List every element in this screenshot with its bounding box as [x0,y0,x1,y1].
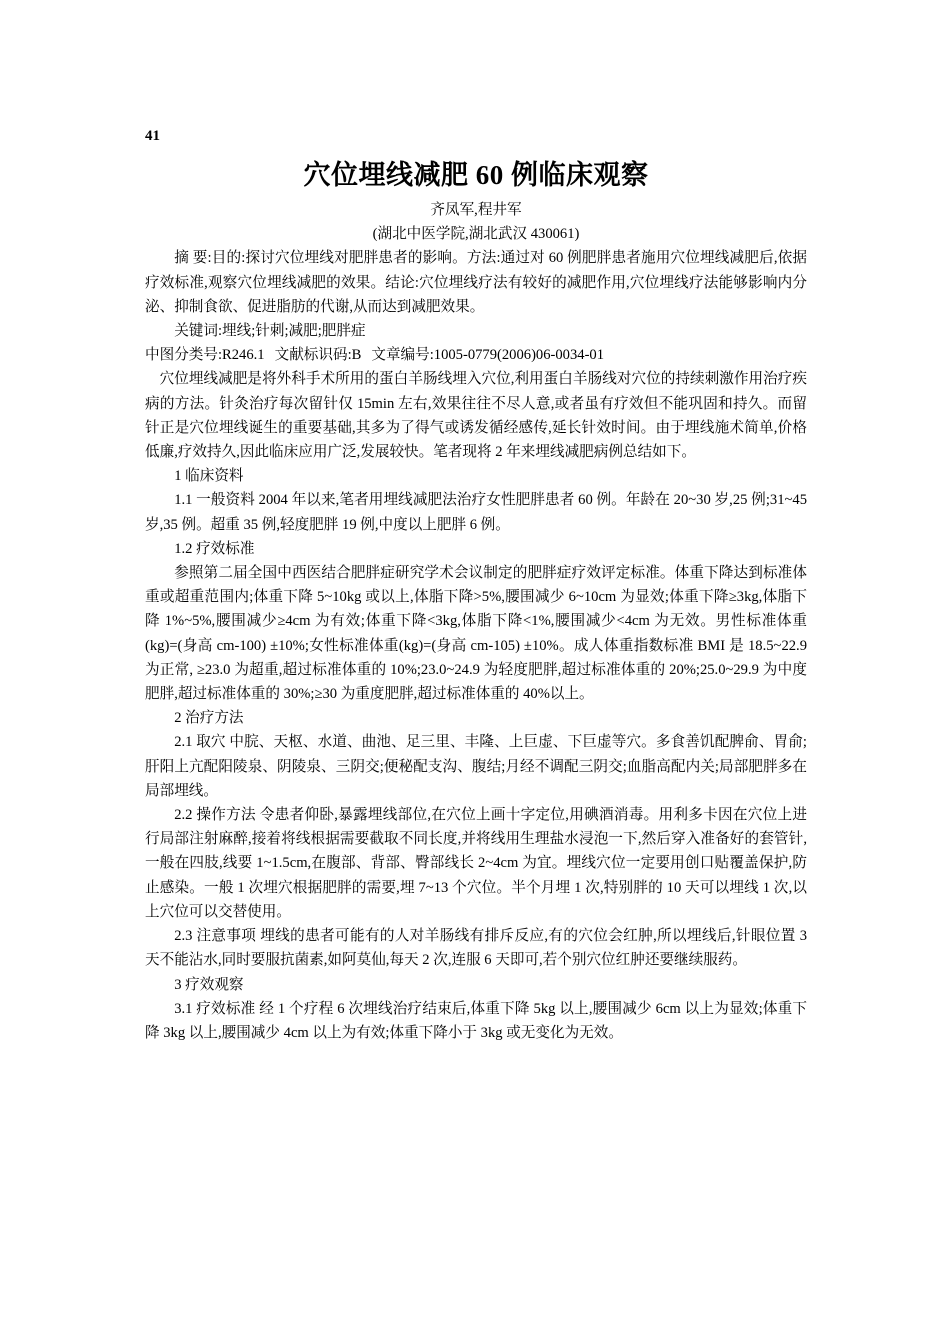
article-authors: 齐凤军,程井军 [430,202,522,218]
section-heading: 3 疗效观察 [174,976,244,993]
page-number: 41 [145,128,160,144]
keywords [145,319,807,343]
abstract [145,246,807,319]
keywords-label: 关键词: [174,323,223,340]
section-heading: 1.2 疗效标准 [174,540,255,557]
section-paragraph: 2.3 注意事项 埋线的患者可能有的人对羊肠线有排斥反应,有的穴位会红肿,所以埋线后,针眼位置 3 天不能沾水,同时要服抗菌素,如阿莫仙,每天 2 次,连服 6 天即可,若个别穴位红肿还要继续服药。 [145,928,807,969]
abstract-label: 摘 要: [174,250,212,267]
section-paragraph: 2.2 操作方法 令患者仰卧,暴露埋线部位,在穴位上画十字定位,用碘酒消毒。用利多卡因在穴位上进行局部注射麻醉,接着将线根据需要截取不同长度,并将线用生理盐水浸泡一下,然后穿入准备好的套管针,一般在四肢,线要 1~1.5cm,在腹部、背部、臀部线长 2~4cm 为宜。埋线穴位一定要用创口贴覆盖保护,防止感染。一般 1 次埋穴根据肥胖的需要,埋 7~13 个穴位。半个月埋 1 次,特别胖的 10 天可以埋线 1 次,以上穴位可以交替使用。 [145,807,807,920]
section-paragraph: 2.1 取穴 中脘、天枢、水道、曲池、足三里、丰隆、上巨虚、下巨虚等穴。多食善饥配脾俞、胃俞;肝阳上亢配阳陵泉、阴陵泉、三阴交;便秘配支沟、腹结;月经不调配三阴交;血脂高配内关;局部肥胖多在局部埋线。 [145,734,807,799]
document-code: 文献标识码:B [274,347,362,364]
section-paragraph: 参照第二届全国中西医结合肥胖症研究学术会议制定的肥胖症疗效评定标准。体重下降达到标准体重或超重范围内;体重下降 5~10kg 或以上,体脂下降>5%,腰围减少 6~10cm 为显效;体重下降≥3kg,体脂下降 1%~5%,腰围减少≥4cm 为有效;体重下降<3kg,体脂下降<1%,腰围减少<4cm 为无效。男性标准体重(kg)=(身高 cm-100) ±10%;女性标准体重(kg)=(身高 cm-105) ±10%。成人体重指数标准 BMI 是 18.5~22.9 为正常, ≥23.0 为超重,超过标准体重的 10%;23.0~24.9 为轻度肥胖,超过标准体重的 20%;25.0~29.9 为中度肥胖,超过标准体重的 30%;≥30 为重度肥胖,超过标准体重的 40%以上。 [145,565,807,703]
abstract-text: 目的:探讨穴位埋线对肥胖患者的影响。方法:通过对 60 例肥胖患者施用穴位埋线减肥后,依据疗效标准,观察穴位埋线减肥的效果。结论:穴位埋线疗法有较好的减肥作用,穴位埋线疗法能够影响内分泌、抑制食欲、促进脂肪的代谢,从而达到减肥效果。 [145,250,807,315]
keywords-text: 埋线;针刺;减肥;肥胖症 [222,323,366,340]
article-body [145,158,807,1045]
section-heading: 1 临床资料 [174,468,244,485]
clc-number: 中图分类号:R246.1 [145,347,265,364]
section-paragraph: 1.1 一般资料 2004 年以来,笔者用埋线减肥法治疗女性肥胖患者 60 例。年龄在 20~30 岁,25 例;31~45 岁,35 例。超重 35 例,轻度肥胖 19 例,中度以上肥胖 6 例。 [145,492,807,533]
article-affiliation: (湖北中医学院,湖北武汉 430061) [372,226,580,243]
article-title: 穴位埋线减肥 60 例临床观察 [303,160,649,190]
section-heading: 2 治疗方法 [174,710,244,727]
intro-paragraph: 穴位埋线减肥是将外科手术所用的蛋白羊肠线埋入穴位,利用蛋白羊肠线对穴位的持续刺激作用治疗疾病的方法。针灸治疗每次留针仅 15min 左右,效果往往不尽人意,或者虽有疗效但不能巩固和持久。而留针正是穴位埋线诞生的重要基础,其多为了得气或诱发循经感传,延长针效时间。由于埋线施术简单,价格低廉,疗效持久,因此临床应用广泛,发展较快。笔者现将 2 年来埋线减肥病例总结如下。 [145,371,807,461]
section-paragraph: 3.1 疗效标准 经 1 个疗程 6 次埋线治疗结束后,体重下降 5kg 以上,腰围减少 6cm 以上为显效;体重下降 3kg 以上,腰围减少 4cm 以上为有效;体重下降小于 3kg 或无变化为无效。 [145,1000,807,1041]
classification-line [145,343,807,367]
article-number: 文章编号:1005-0779(2006)06-0034-01 [371,347,605,364]
